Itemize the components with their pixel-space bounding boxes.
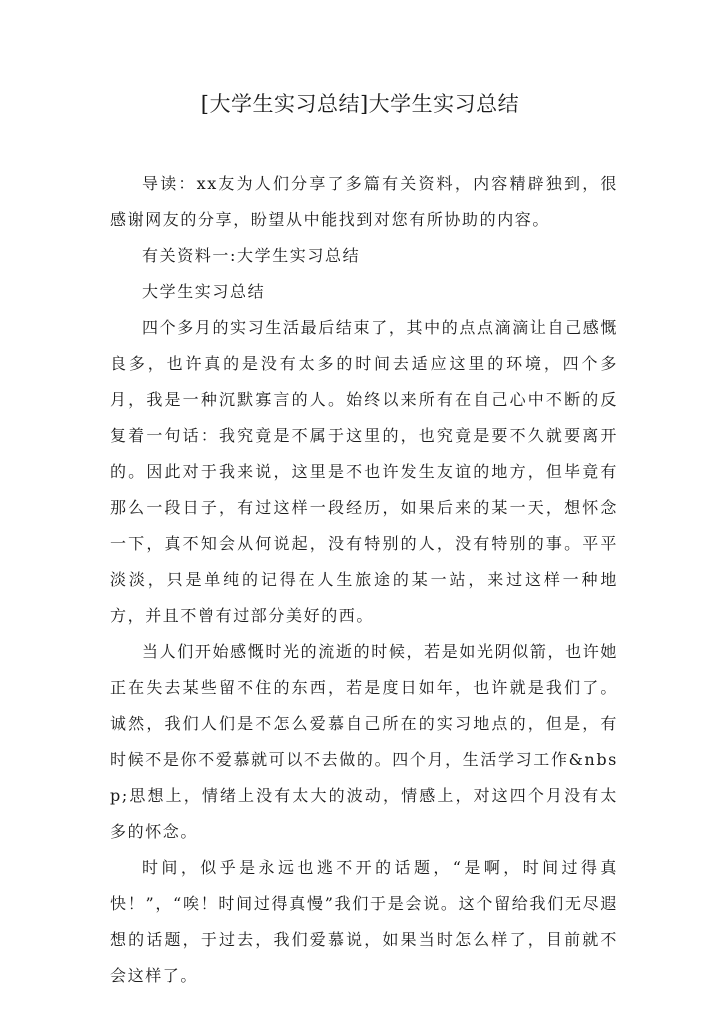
paragraph-intro: 导读：xx友为人们分享了多篇有关资料，内容精辟独到，很感谢网友的分享，盼望从中能找到对您有所协助的内容。 [110,174,618,229]
paragraph-section-heading: 大学生实习总结 [142,282,266,301]
paragraph: 当人们开始感慨时光的流逝的时候，若是如光阴似箭，也许她正在失去某些留不住的东西，若是度日如年，也许就是我们了。诚然，我们人们是不怎么爱慕自己所在的实习地点的，但是，有时候不是你不爱慕就可以不去做的。四个月，生活学习工作&nbsp;思想上，情绪上没有太大的波动，情感上，对这四个月没有太多的怀念。 [110,642,618,841]
paragraph: 四个多月的实习生活最后结束了，其中的点点滴滴让自己感慨良多，也许真的是没有太多的时间去适应这里的环境，四个多月，我是一种沉默寡言的人。始终以来所有在自己心中不断的反复着一句话：我究竟是不属于这里的，也究竟是要不久就要离开的。因此对于我来说，这里是不也许发生友谊的地方，但毕竟有那么一段日子，有过这样一段经历，如果后来的某一天，想怀念一下，真不知会从何说起，没有特别的人，没有特别的事。平平淡淡，只是单纯的记得在人生旅途的某一站，来过这样一种地方，并且不曾有过部分美好的西。 [110,318,618,625]
paragraph-related-heading: 有关资料一:大学生实习总结 [142,246,361,265]
document-title: [大学生实习总结]大学生实习总结 [200,92,520,116]
paragraph: 时间，似乎是永远也逃不开的话题，“是啊，时间过得真快！”，“唉！时间过得真慢”我们于是会说。这个留给我们无尽遐想的话题，于过去，我们爱慕说，如果当时怎么样了，目前就不会这样了。 [110,858,618,985]
document-body [110,166,618,994]
